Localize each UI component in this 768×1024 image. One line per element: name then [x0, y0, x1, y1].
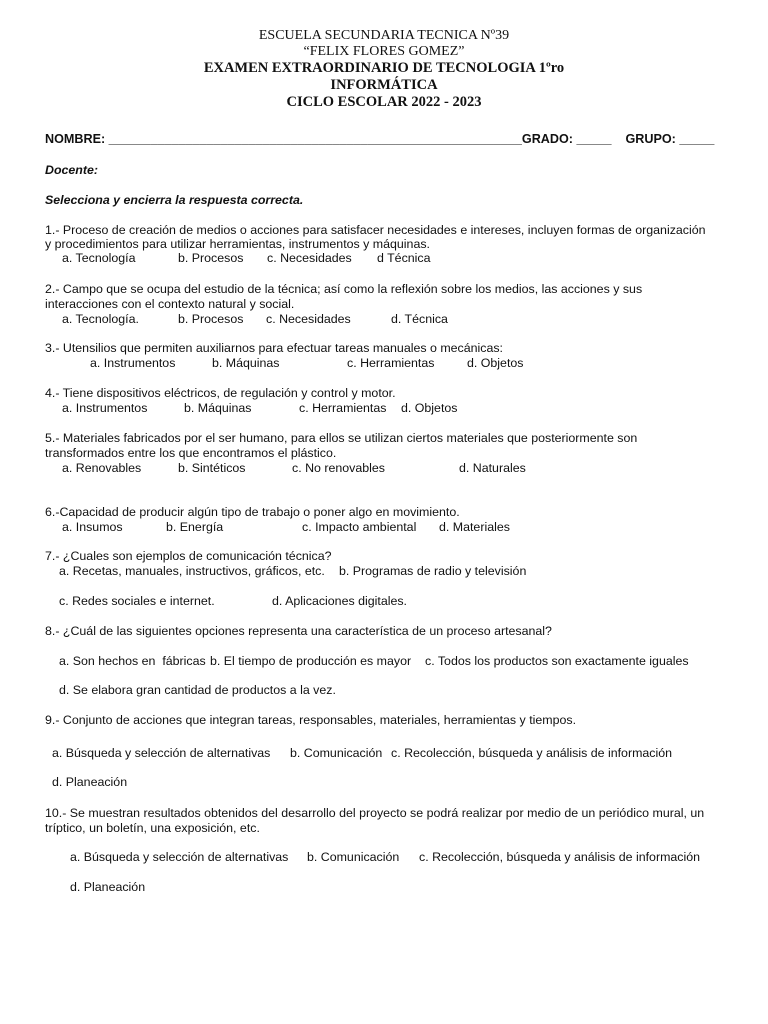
- q9-option-c[interactable]: c. Recolección, búsqueda y análisis de información: [391, 746, 673, 760]
- q10-option-c[interactable]: c. Recolección, búsqueda y análisis de información: [419, 850, 701, 864]
- q7-option-a[interactable]: a. Recetas, manuales, instructivos, gráficos, etc.: [59, 564, 325, 578]
- subject-title: INFORMÁTICA: [330, 77, 438, 93]
- exam-header: [0, 28, 768, 111]
- q7-option-d[interactable]: d. Aplicaciones digitales.: [272, 594, 408, 608]
- q5-option-c[interactable]: c. No renovables: [292, 461, 385, 475]
- question-5-text: 5.- Materiales fabricados por el ser humano, para ellos se utilizan ciertos materiales que posteriormente son: [45, 431, 638, 445]
- question-5-text-cont: transformados entre los que encontramos el plástico.: [45, 446, 337, 460]
- q3-option-a[interactable]: a. Instrumentos: [90, 356, 176, 370]
- q8-option-b[interactable]: b. El tiempo de producción es mayor: [210, 654, 412, 668]
- school-name: “FELIX FLORES GOMEZ”: [303, 44, 465, 59]
- q1-option-b[interactable]: b. Procesos: [178, 251, 244, 265]
- question-2-text: 2.- Campo que se ocupa del estudio de la técnica; así como la reflexión sobre los medios, las acciones y sus: [45, 282, 643, 296]
- question-10-text: 10.- Se muestran resultados obtenidos del desarrollo del proyecto se podrá realizar por medio de un periódico mural, un: [45, 806, 705, 820]
- q2-option-a[interactable]: a. Tecnología.: [62, 312, 139, 326]
- question-6-text: 6.-Capacidad de producir algún tipo de trabajo o poner algo en movimiento.: [45, 505, 460, 519]
- question-2-text-cont: interacciones con el contexto natural y social.: [45, 297, 295, 311]
- q8-option-c[interactable]: c. Todos los productos son exactamente iguales: [425, 654, 689, 668]
- question-1-text: 1.- Proceso de creación de medios o acciones para satisfacer necesidades e intereses, incluyen formas de organización: [45, 223, 706, 237]
- q3-option-c[interactable]: c. Herramientas: [347, 356, 435, 370]
- q5-option-b[interactable]: b. Sintéticos: [178, 461, 246, 475]
- q2-option-c[interactable]: c. Necesidades: [266, 312, 351, 326]
- q6-option-c[interactable]: c. Impacto ambiental: [302, 520, 417, 534]
- q9-option-a[interactable]: a. Búsqueda y selección de alternativas: [52, 746, 271, 760]
- q4-option-d[interactable]: d. Objetos: [401, 401, 458, 415]
- question-8-text: 8.- ¿Cuál de las siguientes opciones representa una característica de un proceso artesanal?: [45, 624, 552, 638]
- q10-option-a[interactable]: a. Búsqueda y selección de alternativas: [70, 850, 289, 864]
- q9-option-b[interactable]: b. Comunicación: [290, 746, 383, 760]
- q9-option-d[interactable]: d. Planeación: [52, 775, 128, 789]
- q8-option-d[interactable]: d. Se elabora gran cantidad de productos a la vez.: [59, 683, 336, 697]
- q5-option-a[interactable]: a. Renovables: [62, 461, 142, 475]
- q5-option-d[interactable]: d. Naturales: [459, 461, 526, 475]
- exam-title: EXAMEN EXTRAORDINARIO DE TECNOLOGIA 1ºro: [203, 60, 565, 76]
- q1-option-d[interactable]: d Técnica: [377, 251, 431, 265]
- q3-option-b[interactable]: b. Máquinas: [212, 356, 280, 370]
- question-7-text: 7.- ¿Cuales son ejemplos de comunicación técnica?: [45, 549, 332, 563]
- instructions: Selecciona y encierra la respuesta correcta.: [45, 193, 304, 207]
- q4-option-a[interactable]: a. Instrumentos: [62, 401, 148, 415]
- q2-option-d[interactable]: d. Técnica: [391, 312, 448, 326]
- cycle-title: CICLO ESCOLAR 2022 - 2023: [286, 94, 482, 110]
- question-3-text: 3.- Utensilios que permiten auxiliarnos para efectuar tareas manuales o mecánicas:: [45, 341, 503, 355]
- teacher-label: Docente:: [45, 163, 99, 177]
- q10-option-b[interactable]: b. Comunicación: [307, 850, 400, 864]
- q1-option-a[interactable]: a. Tecnología: [62, 251, 136, 265]
- q6-option-b[interactable]: b. Energía: [166, 520, 224, 534]
- q3-option-d[interactable]: d. Objetos: [467, 356, 524, 370]
- q1-option-c[interactable]: c. Necesidades: [267, 251, 352, 265]
- q6-option-a[interactable]: a. Insumos: [62, 520, 123, 534]
- q7-option-c[interactable]: c. Redes sociales e internet.: [59, 594, 215, 608]
- q10-option-d[interactable]: d. Planeación: [70, 880, 146, 894]
- question-4-text: 4.- Tiene dispositivos eléctricos, de regulación y control y motor.: [45, 386, 396, 400]
- school-title: ESCUELA SECUNDARIA TECNICA Nº39: [258, 28, 510, 43]
- question-10-text-cont: tríptico, un boletín, una exposición, etc.: [45, 821, 260, 835]
- q4-option-b[interactable]: b. Máquinas: [184, 401, 252, 415]
- question-1-text-cont: y procedimientos para utilizar herramientas, instrumentos y máquinas.: [45, 237, 430, 251]
- question-9-text: 9.- Conjunto de acciones que integran tareas, responsables, materiales, herramientas y tiempos.: [45, 713, 577, 727]
- q2-option-b[interactable]: b. Procesos: [178, 312, 244, 326]
- q4-option-c[interactable]: c. Herramientas: [299, 401, 387, 415]
- q8-option-a[interactable]: a. Son hechos en fábricas: [59, 654, 206, 668]
- student-info-line: NOMBRE: ___________________________________________________________GRADO: _____ GRUPO: _____: [45, 132, 715, 146]
- q6-option-d[interactable]: d. Materiales: [439, 520, 510, 534]
- q7-option-b[interactable]: b. Programas de radio y televisión: [339, 564, 527, 578]
